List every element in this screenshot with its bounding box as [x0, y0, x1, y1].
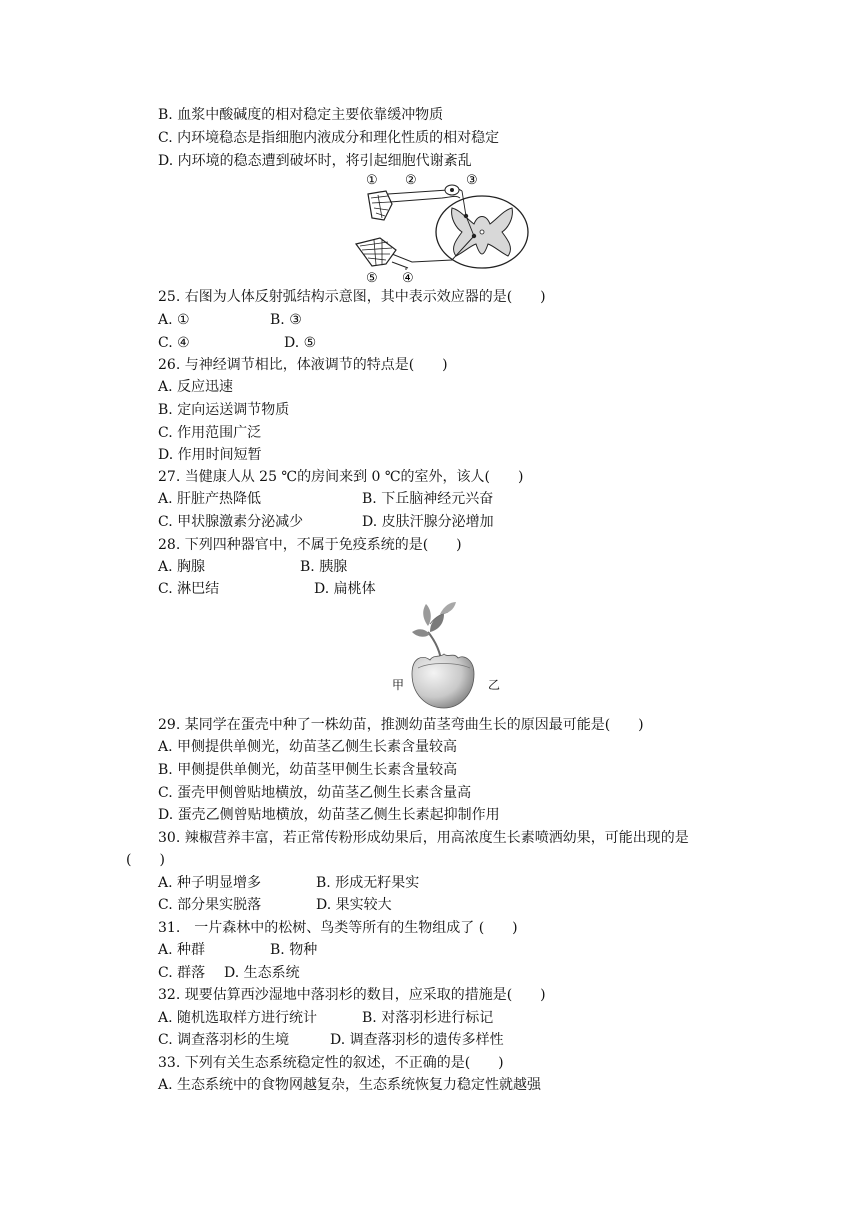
question-26-option-d: D. 作用时间短暂 [158, 447, 262, 463]
question-25-option-c: C. ④ [158, 335, 190, 351]
question-29-option-d: D. 蛋壳乙侧曾贴地横放，幼苗茎乙侧生长素起抑制作用 [158, 807, 500, 823]
question-26-option-c: C. 作用范围广泛 [158, 425, 262, 441]
option-d: D. 内环境的稳态遭到破坏时，将引起细胞代谢紊乱 [158, 153, 472, 169]
question-31-option-a: A. 种群 [158, 942, 206, 958]
figure-label-left: 甲 [392, 678, 405, 692]
question-32-stem: 32. 现要估算西沙湿地中落羽杉的数目，应采取的措施是( ) [158, 987, 546, 1003]
question-31-option-b: B. 物种 [270, 942, 318, 958]
question-28-option-b: B. 胰腺 [300, 559, 348, 575]
question-26-option-b: B. 定向运送调节物质 [158, 402, 290, 418]
figure-label-4: ④ [402, 271, 414, 286]
question-30-option-c: C. 部分果实脱落 [158, 897, 262, 913]
question-28-option-c: C. 淋巴结 [158, 581, 220, 597]
reflex-arc-figure [348, 170, 548, 286]
figure-label-2: ② [405, 173, 417, 188]
figure-label-right: 乙 [488, 678, 501, 692]
question-28-option-d: D. 扁桃体 [314, 581, 376, 597]
question-25-option-a: A. ① [158, 312, 190, 328]
question-32-option-a: A. 随机选取样方进行统计 [158, 1010, 318, 1026]
option-b: B. 血浆中酸碱度的相对稳定主要依靠缓冲物质 [158, 107, 444, 123]
question-28-option-a: A. 胸腺 [158, 559, 206, 575]
question-27-stem: 27. 当健康人从 25 ℃的房间来到 0 ℃的室外，该人( ) [158, 469, 524, 485]
question-32-option-c: C. 调查落羽杉的生境 [158, 1032, 290, 1048]
question-29-stem: 29. 某同学在蛋壳中种了一株幼苗，推测幼苗茎弯曲生长的原因最可能是( ) [158, 717, 644, 733]
question-30-option-d: D. 果实较大 [316, 897, 392, 913]
question-33-option-a: A. 生态系统中的食物网越复杂，生态系统恢复力稳定性就越强 [158, 1077, 542, 1093]
seedling-eggshell-figure [408, 598, 482, 710]
question-32-option-b: B. 对落羽杉进行标记 [362, 1010, 494, 1026]
question-27-option-b: B. 下丘脑神经元兴奋 [362, 491, 494, 507]
question-32-option-d: D. 调查落羽杉的遗传多样性 [330, 1032, 504, 1048]
question-31-stem: 31. 一片森林中的松树、鸟类等所有的生物组成了 ( ) [158, 920, 518, 936]
question-28-stem: 28. 下列四种器官中，不属于免疫系统的是( ) [158, 537, 462, 553]
question-30-stem-continued: ( ) [126, 852, 165, 868]
question-27-option-a: A. 肝脏产热降低 [158, 491, 262, 507]
figure-label-5: ⑤ [366, 271, 378, 286]
question-31-option-d: D. 生态系统 [224, 965, 300, 981]
question-33-stem: 33. 下列有关生态系统稳定性的叙述，不正确的是( ) [158, 1055, 504, 1071]
question-26-option-a: A. 反应迅速 [158, 379, 234, 395]
question-30-stem: 30. 辣椒营养丰富，若正常传粉形成幼果后，用高浓度生长素喷洒幼果，可能出现的是 [158, 830, 689, 846]
question-29-option-a: A. 甲侧提供单侧光，幼苗茎乙侧生长素含量较高 [158, 739, 458, 755]
question-25-stem: 25. 右图为人体反射弧结构示意图，其中表示效应器的是( ) [158, 289, 546, 305]
question-30-option-a: A. 种子明显增多 [158, 875, 262, 891]
option-c: C. 内环境稳态是指细胞内液成分和理化性质的相对稳定 [158, 130, 500, 146]
question-29-option-b: B. 甲侧提供单侧光，幼苗茎甲侧生长素含量较高 [158, 762, 458, 778]
question-31-option-c: C. 群落 [158, 965, 206, 981]
question-27-option-c: C. 甲状腺激素分泌减少 [158, 514, 304, 530]
question-26-stem: 26. 与神经调节相比，体液调节的特点是( ) [158, 357, 448, 373]
question-25-option-b: B. ③ [270, 312, 302, 328]
figure-label-3: ③ [466, 173, 478, 188]
question-29-option-c: C. 蛋壳甲侧曾贴地横放，幼苗茎乙侧生长素含量高 [158, 785, 472, 801]
figure-label-1: ① [366, 173, 378, 188]
question-30-option-b: B. 形成无籽果实 [316, 875, 420, 891]
question-27-option-d: D. 皮肤汗腺分泌增加 [362, 514, 494, 530]
question-25-option-d: D. ⑤ [284, 335, 317, 351]
